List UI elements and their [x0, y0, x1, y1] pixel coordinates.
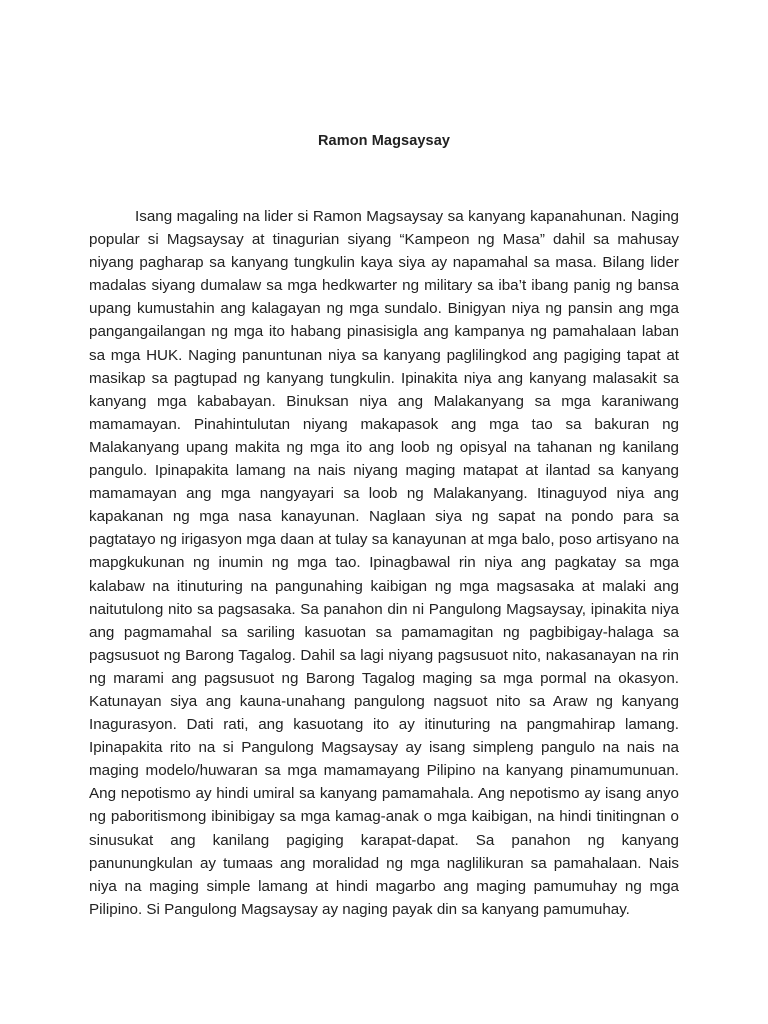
document-title: Ramon Magsaysay [317, 133, 451, 149]
body-paragraph: Isang magaling na lider si Ramon Magsaysay sa kanyang kapanahunan. Naging popular si Magsaysay at tinagurian siyang “Kampeon ng Masa” dahil sa mahusay niyang pagharap sa kanyang tungkulin kaya siya ay napamahal sa masa. Bilang lider madalas siyang dumalaw sa mga hedkwarter ng military sa iba’t ibang panig ng bansa upang kumustahin ang kalagayan ng mga sundalo. Binigyan niya ng pansin ang mga pangangailangan ng mga ito habang pinasisigla ang kampanya ng pamahalaan laban sa mga HUK. Naging panuntunan niya sa kanyang paglilingkod ang pagiging tapat at masikap sa pagtupad ng kanyang tungkulin. Ipinakita niya ang kanyang malasakit sa kanyang mga kababayan. Binuksan niya ang Malakanyang sa mga karaniwang mamamayan. Pinahintulutan niyang makapasok ang mga tao sa bakuran ng Malakanyang upang makita ng mga ito ang loob ng opisyal na tahanan ng kanilang pangulo. Ipinapakita lamang na nais niyang maging matapat at ilantad sa kanyang mamamayan ang mga nangyayari sa loob ng Malakanyang. Itinaguyod niya ang kapakanan ng mga nasa kanayunan. Naglaan siya ng sapat na pondo para sa pagtatayo ng irigasyon mga daan at tulay sa kanayunan at mga balo, poso artisyano na mapgkukunan ng inumin ng mga tao. Ipinagbawal rin niya ang pagkatay sa mga kalabaw na itinuturing na pangunahing kaibigan ng mga magsasaka at malaki ang naitutulong nito sa pagsasaka. Sa panahon din ni Pangulong Magsaysay, ipinakita niya ang pagmamahal sa sariling kasuotan sa pamamagitan ng pagbibigay-halaga sa pagsusuot ng Barong Tagalog. Dahil sa lagi niyang pagsusuot nito, nakasanayan na rin ng marami ang pagsusuot ng Barong Tagalog maging sa mga pormal na okasyon. Katunayan siya ang kauna-unahang pangulong nagsuot nito sa Araw ng kanyang Inagurasyon. Dati rati, ang kasuotang ito ay itinuturing na pangmahirap lamang. Ipinapakita rito na si Pangulong Magsaysay ay isang simpleng pangulo na nais na maging modelo/huwaran sa mga mamamayang Pilipino na kanyang pinamumunuan. Ang nepotismo ay hindi umiral sa kanyang pamamahala. Ang nepotismo ay isang anyo ng paboritismong ibinibigay sa mga kamag-anak o mga kaibigan, na hindi tinitingnan o sinusukat ang kanilang pagiging karapat-dapat. Sa panahon ng kanyang panunungkulan ay tumaas ang moralidad ng mga naglilikuran sa pamahalaan. Nais niya na maging simple lamang at hindi magarbo ang maging pamumuhay ng mga Pilipino. Si Pangulong Magsaysay ay naging payak din sa kanyang pamumuhay. [89, 208, 679, 918]
